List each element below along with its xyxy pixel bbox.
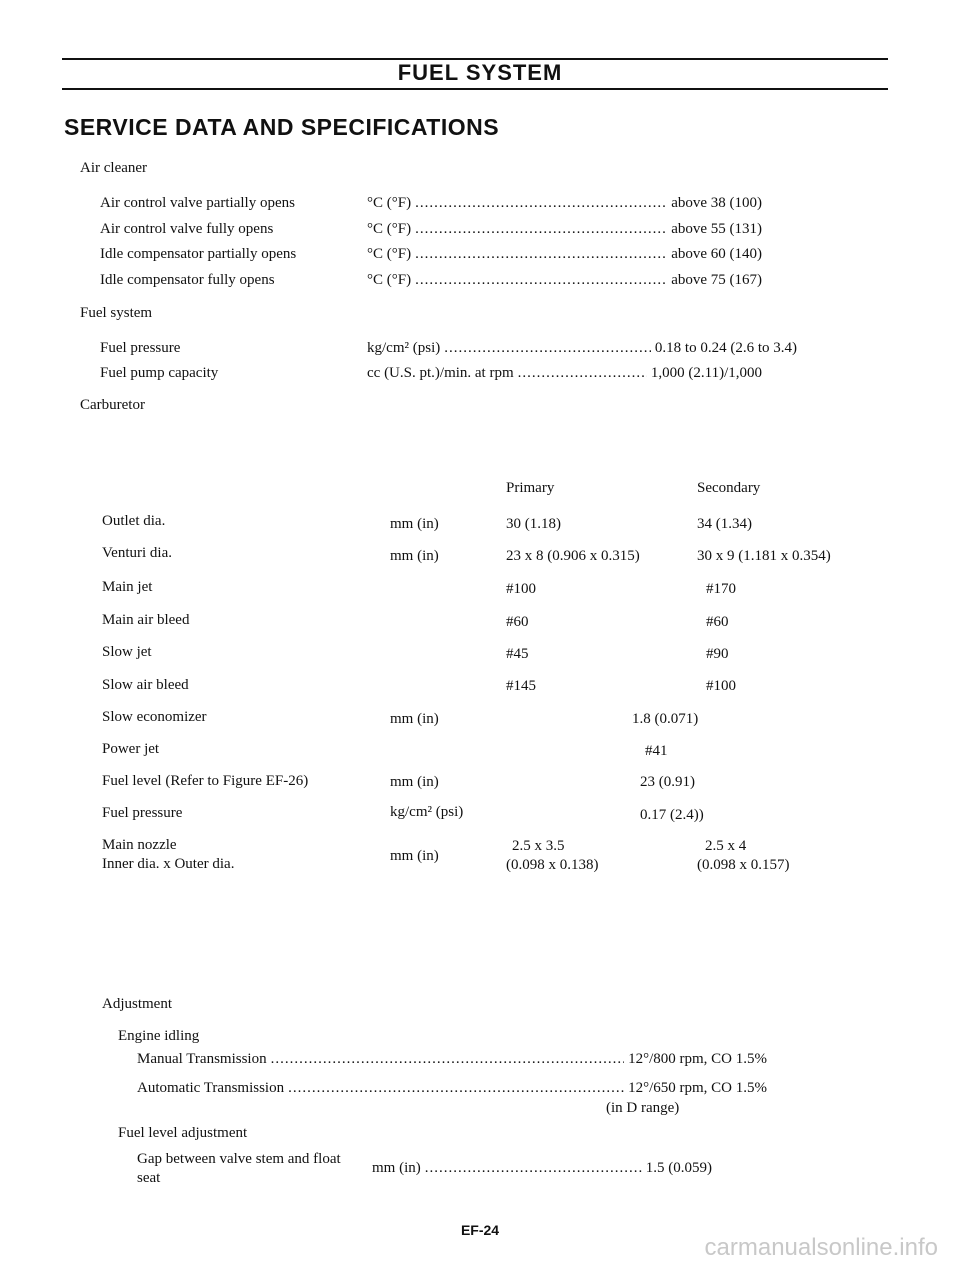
- column-header-secondary: Secondary: [697, 480, 761, 496]
- air-cleaner-heading: Air cleaner: [80, 160, 148, 176]
- main-nozzle-primary: 2.5 x 3.5: [512, 838, 565, 854]
- dot-leader: [425, 1160, 642, 1177]
- value: 0.18 to 0.24 (2.6 to 3.4): [654, 340, 797, 356]
- carburetor-row-secondary: #90: [706, 646, 729, 662]
- carburetor-row-label: Main jet: [102, 579, 153, 595]
- air-cleaner-row-label: Idle compensator fully opens: [100, 272, 275, 288]
- gap-unit: mm (in): [372, 1160, 421, 1176]
- manual-transmission-value: 12°/800 rpm, CO 1.5%: [628, 1051, 767, 1067]
- dot-leader: [415, 272, 667, 289]
- carburetor-row-common: 1.8 (0.071): [632, 711, 699, 727]
- air-cleaner-row-value: [367, 272, 762, 289]
- value: above 38 (100): [671, 195, 762, 211]
- value: 1,000 (2.11)/1,000: [650, 365, 762, 381]
- value: above 75 (167): [671, 272, 762, 288]
- unit: °C (°F): [367, 246, 412, 262]
- carburetor-heading: Carburetor: [80, 397, 145, 413]
- dot-leader: [415, 195, 667, 212]
- carburetor-row-label: Slow jet: [102, 644, 152, 660]
- carburetor-row-secondary: 30 x 9 (1.181 x 0.354): [697, 548, 831, 564]
- unit: °C (°F): [367, 272, 412, 288]
- carburetor-row-primary: #45: [506, 646, 529, 662]
- column-header-primary: Primary: [506, 480, 555, 496]
- carburetor-row-primary: 30 (1.18): [506, 516, 561, 532]
- page-number: EF-24: [460, 1222, 500, 1238]
- carburetor-row-common: #41: [645, 743, 668, 759]
- air-cleaner-row-label: Idle compensator partially opens: [100, 246, 297, 262]
- automatic-transmission-note: (in D range): [606, 1100, 680, 1116]
- carburetor-row-label: Fuel level (Refer to Figure EF-26): [102, 773, 309, 789]
- manual-transmission-row: [137, 1051, 767, 1068]
- carburetor-row-label: Slow air bleed: [102, 677, 189, 693]
- fuel-system-row-label: Fuel pump capacity: [100, 365, 219, 381]
- chapter-title: FUEL SYSTEM: [397, 60, 563, 85]
- carburetor-row-primary: #60: [506, 614, 529, 630]
- fuel-system-row-label: Fuel pressure: [100, 340, 181, 356]
- fuel-system-row-value: [367, 340, 797, 357]
- main-nozzle-secondary: 2.5 x 4: [705, 838, 747, 854]
- carburetor-row-label: Fuel pressure: [102, 805, 183, 821]
- dot-leader: [444, 340, 651, 357]
- carburetor-row-unit: mm (in): [390, 548, 439, 564]
- carburetor-row-label: Power jet: [102, 741, 160, 757]
- gap-label: Gap between valve stem and float: [137, 1151, 341, 1167]
- carburetor-row-primary: #100: [506, 581, 536, 597]
- air-cleaner-row-label: Air control valve fully opens: [100, 221, 274, 237]
- watermark: carmanualsonline.info: [704, 1234, 938, 1261]
- air-cleaner-row-label: Air control valve partially opens: [100, 195, 295, 211]
- section-title: SERVICE DATA AND SPECIFICATIONS: [64, 114, 500, 140]
- dot-leader: [271, 1051, 624, 1068]
- dot-leader: [518, 365, 647, 382]
- value: above 60 (140): [671, 246, 762, 262]
- unit: cc (U.S. pt.)/min. at rpm: [367, 365, 514, 381]
- air-cleaner-row-value: [367, 221, 762, 238]
- dot-leader: [288, 1080, 624, 1097]
- carburetor-row-secondary: #170: [706, 581, 736, 597]
- automatic-transmission-value: 12°/650 rpm, CO 1.5%: [628, 1080, 767, 1096]
- header-bottom-rule: [62, 88, 888, 90]
- main-nozzle-sublabel: Inner dia. x Outer dia.: [102, 856, 235, 872]
- carburetor-row-common: 0.17 (2.4)): [640, 807, 704, 823]
- dot-leader: [415, 246, 667, 263]
- adjustment-heading: Adjustment: [102, 996, 172, 1012]
- carburetor-row-secondary: #60: [706, 614, 729, 630]
- fuel-system-heading: Fuel system: [80, 305, 153, 321]
- manual-transmission-label: Manual Transmission: [137, 1051, 267, 1067]
- gap-label-cont: seat: [137, 1170, 161, 1186]
- unit: °C (°F): [367, 195, 412, 211]
- carburetor-row-label: Venturi dia.: [102, 545, 172, 561]
- carburetor-row-common: 23 (0.91): [640, 774, 695, 790]
- gap-value-row: [372, 1160, 712, 1177]
- value: above 55 (131): [671, 221, 762, 237]
- fuel-level-adjustment-heading: Fuel level adjustment: [118, 1125, 248, 1141]
- main-nozzle-label: Main nozzle: [102, 837, 177, 853]
- gap-value: 1.5 (0.059): [645, 1160, 712, 1176]
- air-cleaner-row-value: [367, 195, 762, 212]
- carburetor-row-secondary: 34 (1.34): [697, 516, 752, 532]
- carburetor-row-label: Main air bleed: [102, 612, 190, 628]
- automatic-transmission-row: [137, 1080, 767, 1097]
- carburetor-row-primary: 23 x 8 (0.906 x 0.315): [506, 548, 640, 564]
- main-nozzle-secondary-inch: (0.098 x 0.157): [697, 857, 790, 873]
- dot-leader: [415, 221, 667, 238]
- unit: kg/cm² (psi): [367, 340, 441, 356]
- carburetor-row-primary: #145: [506, 678, 536, 694]
- carburetor-row-label: Slow economizer: [102, 709, 207, 725]
- carburetor-row-unit: mm (in): [390, 711, 439, 727]
- main-nozzle-unit: mm (in): [390, 848, 439, 864]
- carburetor-row-unit: mm (in): [390, 516, 439, 532]
- automatic-transmission-label: Automatic Transmission: [137, 1080, 285, 1096]
- fuel-system-row-value: [367, 365, 762, 382]
- air-cleaner-row-value: [367, 246, 762, 263]
- carburetor-row-secondary: #100: [706, 678, 736, 694]
- main-nozzle-primary-inch: (0.098 x 0.138): [506, 857, 599, 873]
- engine-idling-heading: Engine idling: [118, 1028, 200, 1044]
- carburetor-row-unit: kg/cm² (psi): [390, 804, 464, 820]
- unit: °C (°F): [367, 221, 412, 237]
- carburetor-row-unit: mm (in): [390, 774, 439, 790]
- carburetor-row-label: Outlet dia.: [102, 513, 166, 529]
